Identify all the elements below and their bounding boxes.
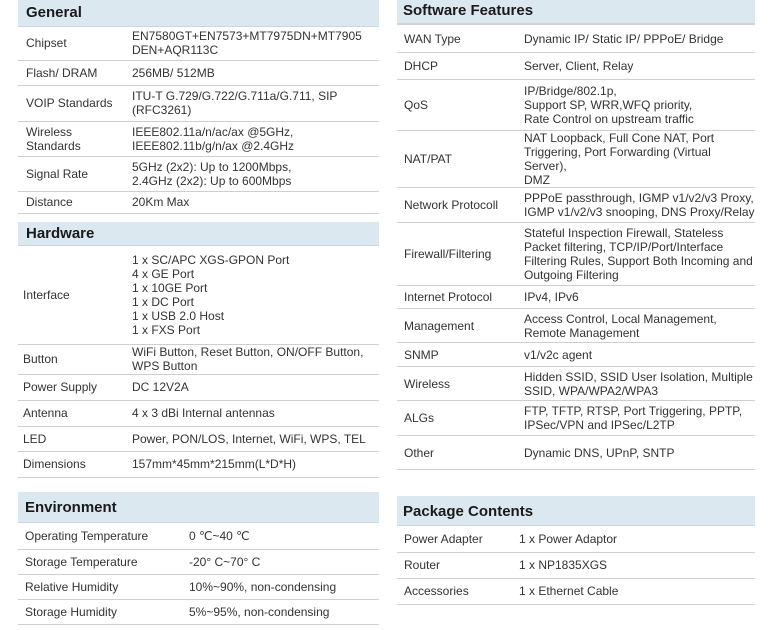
row-value: IPv4, IPv6 — [518, 286, 755, 309]
table-row — [397, 578, 755, 604]
software-section — [397, 0, 755, 470]
row-label: LED — [18, 426, 129, 451]
row-label: Chipset — [18, 27, 130, 60]
row-label: Antenna — [18, 400, 129, 426]
row-label: WAN Type — [397, 25, 518, 53]
row-label: ALGs — [397, 401, 518, 436]
row-value: 1 x NP1835XGS — [513, 552, 755, 578]
row-value: NAT Loopback, Full Cone NAT, Port Triggering, Port Forwarding (Virtual Server), DMZ — [518, 131, 755, 188]
table-row — [18, 523, 379, 549]
row-label: Wireless Standards — [18, 121, 130, 156]
row-value: Hidden SSID, SSID User Isolation, Multiple SSID, WPA/WPA2/WPA3 — [518, 367, 755, 401]
row-label: DHCP — [397, 53, 518, 80]
row-label: SNMP — [397, 343, 518, 367]
row-value: v1/v2c agent — [518, 343, 755, 367]
table-row — [18, 426, 379, 451]
row-value: IP/Bridge/802.1p, Support SP, WRR,WFQ priority, Rate Control on upstream traffic — [518, 80, 755, 131]
table-row — [397, 436, 755, 470]
row-value: Dynamic IP/ Static IP/ PPPoE/ Bridge — [518, 25, 755, 53]
table-row — [397, 552, 755, 578]
row-label: Button — [18, 344, 129, 374]
table-row — [18, 27, 379, 60]
table-row — [18, 400, 379, 426]
hardware-heading: Hardware — [18, 222, 379, 246]
row-value: Server, Client, Relay — [518, 53, 755, 80]
table-row — [397, 401, 755, 436]
row-value: Power, PON/LOS, Internet, WiFi, WPS, TEL — [129, 426, 379, 451]
row-value: -20° C~70° C — [181, 549, 379, 574]
table-row — [397, 367, 755, 401]
row-label: Relative Humidity — [18, 574, 181, 599]
row-value: PPPoE passthrough, IGMP v1/v2/v3 Proxy, IGMP v1/v2/v3 snooping, DNS Proxy/Relay — [518, 188, 755, 223]
row-value: 1 x Ethernet Cable — [513, 578, 755, 604]
table-row — [397, 25, 755, 53]
row-value: 4 x 3 dBi Internal antennas — [129, 400, 379, 426]
row-value: Dynamic DNS, UPnP, SNTP — [518, 436, 755, 470]
table-row — [18, 156, 379, 191]
environment-section — [18, 492, 379, 625]
row-value: 0 ℃~40 ℃ — [181, 523, 379, 549]
software-table — [397, 24, 755, 470]
row-label: Operating Temperature — [18, 523, 181, 549]
row-value: 1 x Power Adaptor — [513, 526, 755, 552]
row-value: ITU-T G.729/G.722/G.711a/G.711, SIP (RFC3261) — [130, 85, 379, 121]
package-heading: Package Contents — [397, 496, 755, 526]
row-label: Dimensions — [18, 451, 129, 477]
general-section — [18, 0, 379, 214]
row-label: Other — [397, 436, 518, 470]
table-row — [18, 549, 379, 574]
table-row — [397, 188, 755, 223]
row-label: Power Adapter — [397, 526, 513, 552]
table-row — [18, 344, 379, 374]
row-label: Interface — [18, 246, 129, 344]
row-value: 157mm*45mm*215mm(L*D*H) — [129, 451, 379, 477]
table-row — [18, 374, 379, 400]
hardware-table — [18, 246, 379, 478]
table-row — [397, 286, 755, 309]
row-value: EN7580GT+EN7573+MT7975DN+MT7905 DEN+AQR113C — [130, 27, 379, 60]
row-label: Firewall/Filtering — [397, 223, 518, 286]
package-section — [397, 496, 755, 605]
row-label: QoS — [397, 80, 518, 131]
general-table — [18, 27, 379, 214]
environment-heading: Environment — [18, 492, 379, 523]
table-row — [18, 599, 379, 624]
row-value: IEEE802.11a/n/ac/ax @5GHz, IEEE802.11b/g/n/ax @2.4GHz — [130, 121, 379, 156]
row-value: Stateful Inspection Firewall, Stateless Packet filtering, TCP/IP/Port/Interface Filtering Rules, Support Both Incoming and Outgoing Filtering — [518, 223, 755, 286]
row-value: WiFi Button, Reset Button, ON/OFF Button, WPS Button — [129, 344, 379, 374]
row-value: Access Control, Local Management, Remote Management — [518, 309, 755, 343]
row-label: Network Protocoll — [397, 188, 518, 223]
table-row — [397, 53, 755, 80]
row-label: Power Supply — [18, 374, 129, 400]
row-value: DC 12V2A — [129, 374, 379, 400]
table-row — [397, 526, 755, 552]
row-label: Wireless — [397, 367, 518, 401]
row-label: Flash/ DRAM — [18, 60, 130, 85]
table-row — [18, 121, 379, 156]
row-value: 20Km Max — [130, 191, 379, 213]
row-value: 1 x SC/APC XGS-GPON Port 4 x GE Port 1 x 10GE Port 1 x DC Port 1 x USB 2.0 Host 1 x FXS Port — [129, 246, 379, 344]
table-row — [18, 451, 379, 477]
row-label: Storage Humidity — [18, 599, 181, 624]
row-value: 5%~95%, non-condensing — [181, 599, 379, 624]
row-label: VOIP Standards — [18, 85, 130, 121]
row-label: Storage Temperature — [18, 549, 181, 574]
table-row — [18, 85, 379, 121]
table-row — [397, 343, 755, 367]
table-row — [397, 80, 755, 131]
table-row — [397, 223, 755, 286]
row-value: 256MB/ 512MB — [130, 60, 379, 85]
row-value: 5GHz (2x2): Up to 1200Mbps, 2.4GHz (2x2): Up to 600Mbps — [130, 156, 379, 191]
package-table — [397, 526, 755, 605]
row-label: Signal Rate — [18, 156, 130, 191]
row-label: Distance — [18, 191, 130, 213]
hardware-section — [18, 222, 379, 478]
row-label: Accessories — [397, 578, 513, 604]
row-value: FTP, TFTP, RTSP, Port Triggering, PPTP, IPSec/VPN and IPSec/L2TP — [518, 401, 755, 436]
table-row — [18, 246, 379, 344]
table-row — [397, 131, 755, 188]
row-label: Internet Protocol — [397, 286, 518, 309]
row-label: Router — [397, 552, 513, 578]
row-label: NAT/PAT — [397, 131, 518, 188]
table-row — [18, 191, 379, 213]
table-row — [18, 574, 379, 599]
table-row — [397, 309, 755, 343]
row-value: 10%~90%, non-condensing — [181, 574, 379, 599]
general-heading: General — [18, 0, 379, 27]
row-label: Management — [397, 309, 518, 343]
table-row — [18, 60, 379, 85]
software-heading: Software Features — [397, 0, 755, 24]
environment-table — [18, 523, 379, 625]
